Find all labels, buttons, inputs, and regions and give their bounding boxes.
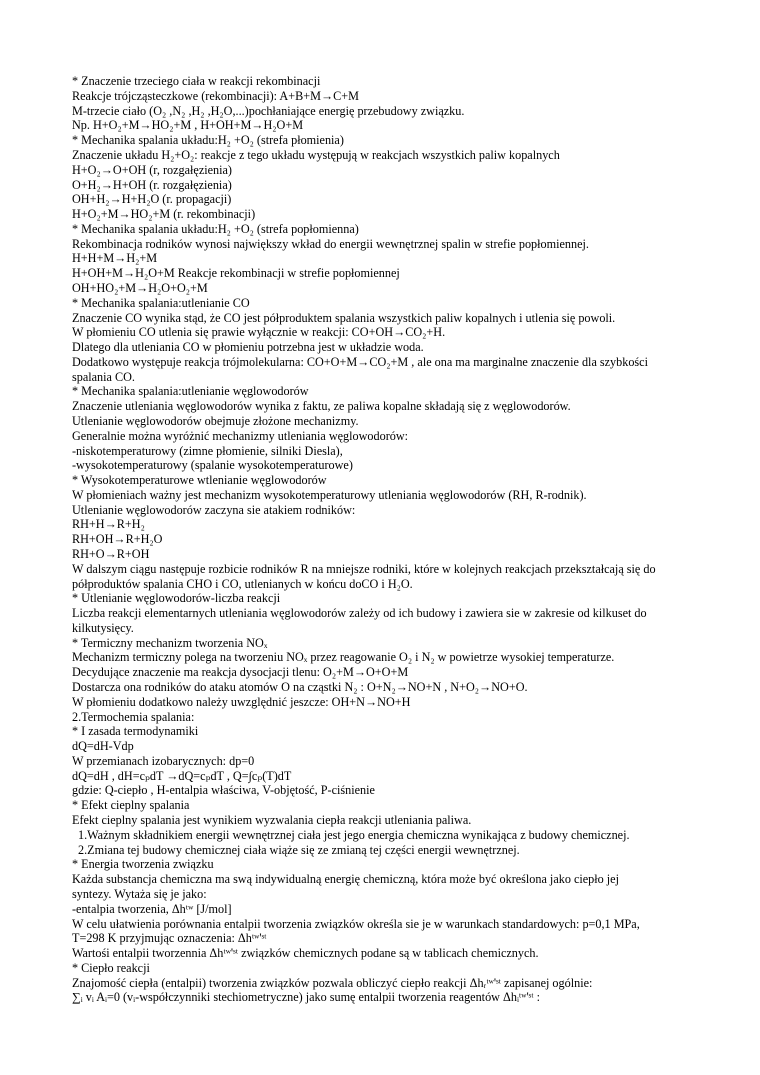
text-line: -wysokotemperaturowy (spalanie wysokotemperaturowe) bbox=[72, 458, 353, 473]
text-line: W przemianach izobarycznych: dp=0 bbox=[72, 753, 255, 768]
text-line: RH+H→R+H₂ bbox=[72, 517, 145, 532]
text-line: OH+HO₂+M→H₂O+O₂+M bbox=[72, 280, 208, 295]
text-line: H+O₂→O+OH (r, rozgałęzienia) bbox=[72, 162, 232, 177]
text-line: * Energia tworzenia związku bbox=[72, 857, 214, 872]
text-line: półproduktów spalania CHO i CO, utlenianych w końcu doCO i H₂O. bbox=[72, 576, 413, 591]
text-line: Efekt cieplny spalania jest wynikiem wyzwalania ciepła reakcji utleniania paliwa. bbox=[72, 813, 472, 827]
text-line: Znajomość ciepła (entalpii) tworzenia związków pozwala obliczyć ciepło reakcji Δhᵣᵗʷ'ˢᵗ zapisanej ogólnie: bbox=[72, 975, 593, 990]
text-line: Reakcje trójcząsteczkowe (rekombinacji): A+B+M→C+M bbox=[72, 88, 359, 103]
text-line: ∑ᵢ vᵢ Aᵢ=0 (vᵢ-współczynniki stechiometryczne) jako sumę entalpii tworzenia reagentów Δhᵢᵗʷ'ˢᵗ : bbox=[72, 990, 541, 1005]
text-line: OH+H₂→H+H₂O (r. propagacji) bbox=[72, 192, 232, 207]
text-line: W celu ułatwienia porównania entalpii tworzenia związków określa sie je w warunkach standardowych: p=0,1 MPa, bbox=[72, 916, 640, 931]
text-line: Utlenianie węglowodorów obejmuje złożone mechanizmy. bbox=[72, 413, 359, 428]
text-line: Każda substancja chemiczna ma swą indywidualną energię chemiczną, która może być określona jako ciepło jej bbox=[72, 872, 619, 887]
text-line: * Efekt cieplny spalania bbox=[72, 798, 190, 813]
text-line: * Utlenianie węglowodorów-liczba reakcji bbox=[72, 591, 281, 606]
text-line: * Termiczny mechanizm tworzenia NOₓ bbox=[72, 635, 268, 650]
text-line: Mechanizm termiczny polega na tworzeniu NOₓ przez reagowanie O₂ i N₂ w powietrze wysokiej temperaturze. bbox=[72, 650, 615, 665]
text-line: W płomieniu dodatkowo należy uwzględnić jeszcze: OH+N→NO+H bbox=[72, 694, 411, 709]
text-line: * Znaczenie trzeciego ciała w reakcji rekombinacji bbox=[72, 74, 321, 88]
text-line: dQ=dH , dH=cₚdT →dQ=cₚdT , Q=∫cₚ(T)dT bbox=[72, 768, 292, 783]
text-line: -niskotemperaturowy (zimne płomienie, silniki Diesla), bbox=[72, 443, 343, 458]
text-line: * Mechanika spalania:utlenianie CO bbox=[72, 295, 250, 310]
text-line: -entalpia tworzenia, Δhᵗʷ [J/mol] bbox=[72, 901, 232, 916]
text-line: RH+O→R+OH bbox=[72, 547, 150, 561]
text-line: Znaczenie CO wynika stąd, że CO jest półproduktem spalania wszystkich paliw kopalnych i utlenia się powoli. bbox=[72, 310, 616, 325]
text-line: H+O₂+M→HO₂+M (r. rekombinacji) bbox=[72, 207, 256, 221]
text-line: RH+OH→R+H₂O bbox=[72, 532, 163, 547]
text-line: W płomieniu CO utlenia się prawie wyłącznie w reakcji: CO+OH→CO₂+H. bbox=[72, 325, 446, 340]
text-line: 2.Termochemia spalania: bbox=[72, 709, 195, 724]
text-line: Dodatkowo występuje reakcja trójmolekularna: CO+O+M→CO₂+M , ale ona ma marginalne znaczenie dla szybkości bbox=[72, 354, 648, 369]
text-line: * Mechanika spalania:utlenianie węglowodorów bbox=[72, 384, 309, 399]
text-line: gdzie: Q-ciepło , H-entalpia właściwa, V-objętość, P-ciśnienie bbox=[72, 783, 375, 798]
text-line: W dalszym ciągu następuje rozbicie rodników R na mniejsze rodniki, które w kolejnych reakcjach przekształcają się do bbox=[72, 561, 656, 576]
text-line: Generalnie można wyróżnić mechanizmy utleniania węglowodorów: bbox=[72, 428, 409, 443]
text-line: T=298 K przyjmując oznaczenia: Δhᵗʷ'ˢᵗ bbox=[72, 931, 267, 946]
text-line: O+H₂→H+OH (r. rozgałęzienia) bbox=[72, 177, 232, 192]
text-line: Utlenianie węglowodorów zaczyna sie atakiem rodników: bbox=[72, 502, 356, 517]
text-line: Znaczenie układu H₂+O₂: reakcje z tego układu występują w reakcjach wszystkich paliw kopalnych bbox=[72, 147, 560, 162]
text-line: Rekombinacja rodników wynosi największy wkład do energii wewnętrznej spalin w strefie popłomiennej. bbox=[72, 236, 589, 251]
text-line: Decydujące znaczenie ma reakcja dysocjacji tlenu: O₂+M→O+O+M bbox=[72, 665, 409, 680]
text-line: * Wysokotemperaturowe wtlenianie węglowodorów bbox=[72, 473, 327, 488]
text-line: Liczba reakcji elementarnych utleniania węglowodorów zależy od ich budowy i zawiera sie w zakresie od kilkuset do bbox=[72, 606, 647, 621]
text-line: dQ=dH-Vdp bbox=[72, 739, 134, 754]
text-line: Dlatego dla utleniania CO w płomieniu potrzebna jest w układzie woda. bbox=[72, 340, 424, 354]
text-line: * I zasada termodynamiki bbox=[72, 724, 199, 739]
text-line: * Mechanika spalania układu:H₂ +O₂ (strefa płomienia) bbox=[72, 133, 344, 148]
text-line: spalania CO. bbox=[72, 369, 135, 384]
text-line: Dostarcza ona rodników do ataku atomów O na cząstki N₂ : O+N₂→NO+N , N+O₂→NO+O. bbox=[72, 680, 528, 694]
text-line: 1.Ważnym składnikiem energii wewnętrznej ciała jest jego energia chemiczna wynikająca z budowy chemicznej. bbox=[78, 827, 630, 842]
text-line: W płomieniach ważny jest mechanizm wysokotemperaturowy utleniania węglowodorów (RH, R-rodnik). bbox=[72, 487, 587, 502]
text-line: Np. H+O₂+M→HO₂+M , H+OH+M→H₂O+M bbox=[72, 118, 304, 133]
text-line: M-trzecie ciało (O₂ ,N₂ ,H₂ ,H₂O,...)pochłaniające energię przebudowy związku. bbox=[72, 103, 465, 118]
text-line: * Mechanika spalania układu:H₂ +O₂ (strefa popłomienna) bbox=[72, 221, 359, 236]
text-line: kilkutysięcy. bbox=[72, 620, 134, 635]
text-line: Wartośi entalpii tworzennia Δhᵗʷ'ˢᵗ związków chemicznych podane są w tablicach chemicznych. bbox=[72, 946, 539, 960]
text-line: syntezy. Wytaża się je jako: bbox=[72, 886, 207, 901]
text-line: H+OH+M→H₂O+M Reakcje rekombinacji w strefie popłomiennej bbox=[72, 266, 400, 281]
text-line: * Ciepło reakcji bbox=[72, 960, 150, 975]
text-line: H+H+M→H₂+M bbox=[72, 251, 158, 266]
text-line: Znaczenie utleniania węglowodorów wynika z faktu, ze paliwa kopalne składają się z węglowodorów. bbox=[72, 399, 571, 414]
text-line: 2.Zmiana tej budowy chemicznej ciała wiąże się ze zmianą tej części energii wewnętrznej. bbox=[78, 842, 520, 857]
